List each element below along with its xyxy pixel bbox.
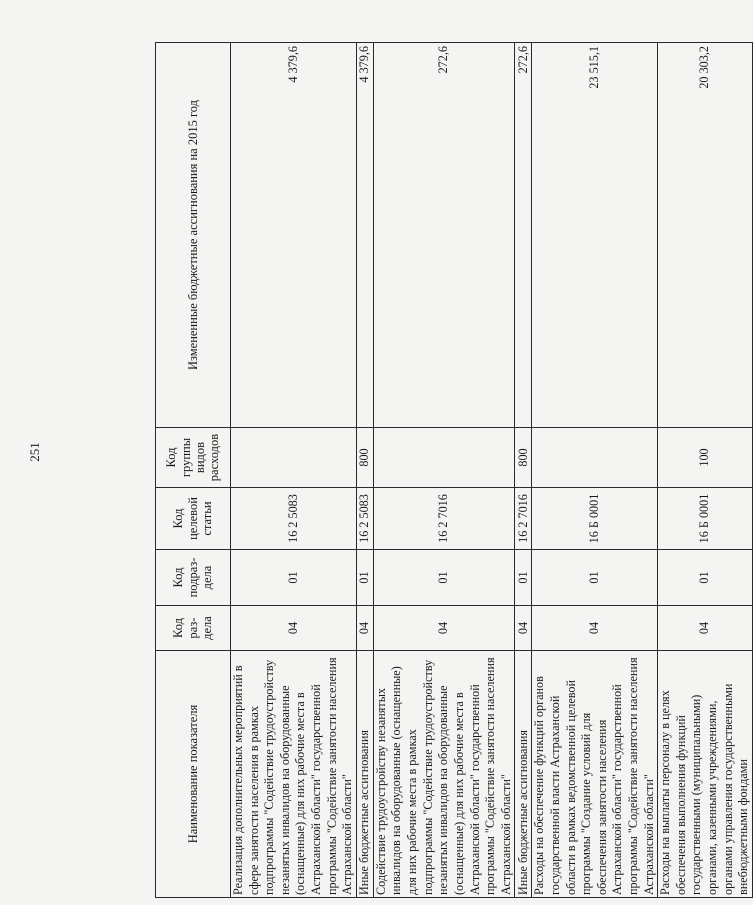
row-statya: 16 2 7016 bbox=[515, 488, 532, 550]
page-number: 251 bbox=[26, 442, 42, 462]
row-vid: 800 bbox=[356, 428, 373, 488]
header-amount: Измененные бюджетные ассигнования на 2015 год bbox=[156, 43, 231, 428]
row-amount: 20 303,2 bbox=[658, 43, 753, 428]
row-name: Расходы на выплаты персоналу в целях обеспечения выполнения функций государственными (муниципальными) органами, казенными учреждениями, органами управления государственными внебюджетными фондами bbox=[658, 651, 753, 898]
row-vid bbox=[231, 428, 357, 488]
row-razdel: 04 bbox=[373, 606, 514, 651]
table-row bbox=[532, 43, 658, 898]
header-name: Наименование показателя bbox=[156, 651, 231, 898]
rotated-table-container bbox=[155, 43, 751, 898]
row-razdel: 04 bbox=[658, 606, 753, 651]
row-vid: 100 bbox=[658, 428, 753, 488]
row-razdel: 04 bbox=[356, 606, 373, 651]
row-statya: 16 Б 0001 bbox=[658, 488, 753, 550]
row-amount: 272,6 bbox=[515, 43, 532, 428]
row-podrazdel: 01 bbox=[532, 550, 658, 606]
row-podrazdel: 01 bbox=[356, 550, 373, 606]
row-amount: 4 379,6 bbox=[356, 43, 373, 428]
row-name: Содействие трудоустройству незанятых инвалидов на оборудованные (оснащенные) для них рабочие места в рамках подпрограммы "Содействие трудоустройству незанятых инвалидов на оборудованные (оснащенные) для них рабочие места в Астраханской области" государственной программы "Содействие занятости населения Астраханской области" bbox=[373, 651, 514, 898]
row-podrazdel: 01 bbox=[658, 550, 753, 606]
row-vid bbox=[373, 428, 514, 488]
header-statya: Код целевой статьи bbox=[156, 488, 231, 550]
row-statya: 16 2 5083 bbox=[356, 488, 373, 550]
row-name: Расходы на обеспечение функций органов государственной власти Астраханской области в рамках ведомственной целевой программы "Создание условий для обеспечения занятости населения Астраханской области" государственной программы "Содействие занятости населения Астраханской области" bbox=[532, 651, 658, 898]
row-statya: 16 2 5083 bbox=[231, 488, 357, 550]
row-statya: 16 Б 0001 bbox=[532, 488, 658, 550]
row-razdel: 04 bbox=[515, 606, 532, 651]
header-row bbox=[156, 43, 231, 898]
row-podrazdel: 01 bbox=[515, 550, 532, 606]
row-name: Иные бюджетные ассигнования bbox=[515, 651, 532, 898]
budget-table bbox=[155, 42, 753, 898]
table-row bbox=[231, 43, 357, 898]
row-razdel: 04 bbox=[231, 606, 357, 651]
header-podrazdel: Код подраз-дела bbox=[156, 550, 231, 606]
table-row bbox=[356, 43, 373, 898]
row-amount: 272,6 bbox=[373, 43, 514, 428]
row-vid bbox=[532, 428, 658, 488]
row-vid: 800 bbox=[515, 428, 532, 488]
row-statya: 16 2 7016 bbox=[373, 488, 514, 550]
row-amount: 4 379,6 bbox=[231, 43, 357, 428]
row-name: Иные бюджетные ассигнования bbox=[356, 651, 373, 898]
row-amount: 23 515,1 bbox=[532, 43, 658, 428]
table-row bbox=[373, 43, 514, 898]
row-podrazdel: 01 bbox=[373, 550, 514, 606]
header-vid: Код группы видов расходов bbox=[156, 428, 231, 488]
row-razdel: 04 bbox=[532, 606, 658, 651]
header-razdel: Код раз-дела bbox=[156, 606, 231, 651]
table-row bbox=[658, 43, 753, 898]
table-row bbox=[515, 43, 532, 898]
row-podrazdel: 01 bbox=[231, 550, 357, 606]
row-name: Реализация дополнительных мероприятий в сфере занятости населения в рамках подпрограммы "Содействие трудоустройству незанятых инвалидов на оборудованные (оснащенные) для них рабочие места в Астраханской области" государственной программы "Содействие занятости населения Астраханской области" bbox=[231, 651, 357, 898]
